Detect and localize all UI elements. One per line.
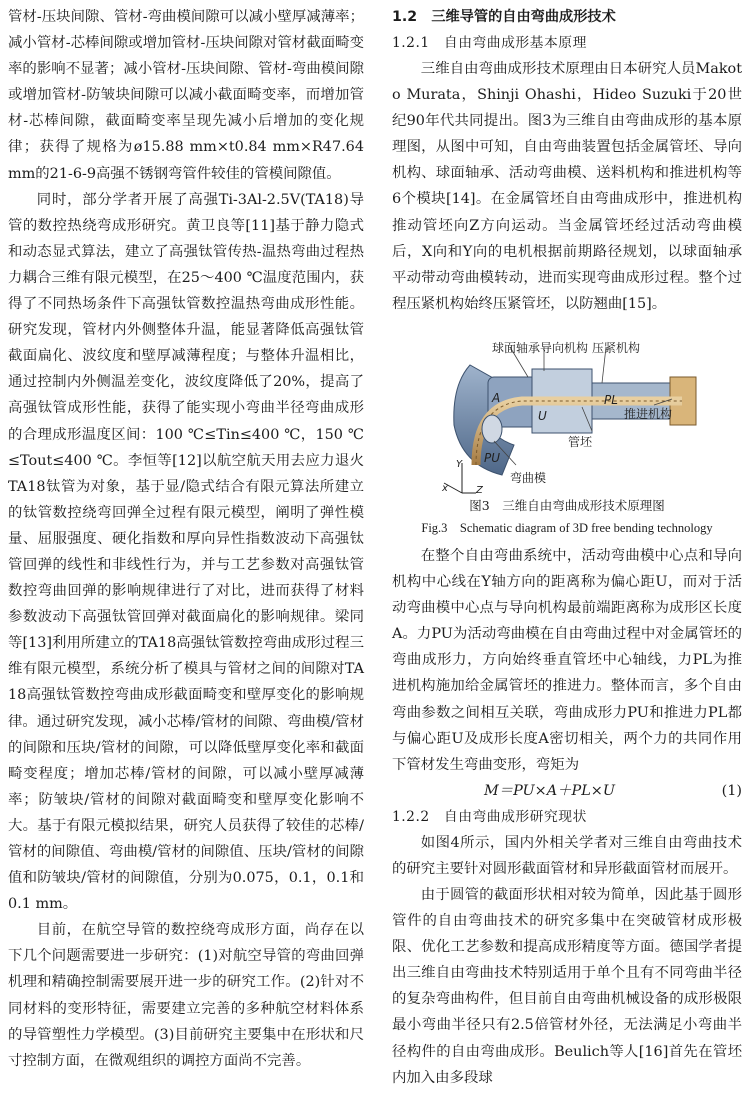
label-clamp-mechanism: 压紧机构 [592,340,641,355]
right-paragraph-4: 由于圆管的截面形状相对较为简单，因此基于圆形管件的自由弯曲技术的研究多集中在突破管材成形极限、优化工艺参数和提高成形精度等方面。德国学者提出三维自由弯曲技术特别适用于单个且有不同弯曲半径的复杂弯曲构件，但目前自由弯曲机械设备的成形极限最小弯曲半径只有2.5倍管材外径，无法满足小弯曲半径构件的自由弯曲成形。Beulich等人[16]首先在管坯内加入由多段球 [392,886,742,1086]
label-tube-blank: 管坯 [568,434,593,449]
label-A: A [492,390,501,405]
right-paragraph-3: 如图4所示，国内外相关学者对三维自由弯曲技术的研究主要针对圆形截面管材和异形截面管材而展开。 [392,834,742,877]
equation-1 [392,778,742,804]
label-axis-z: Z [476,484,483,496]
label-guide-mechanism: 导向机构 [540,340,589,355]
label-ball-bearing: 球面轴承 [492,340,541,355]
label-PU: PU [484,450,501,465]
left-column [8,4,364,1074]
subsection-heading-2: 1.2.2 自由弯曲成形研究现状 [392,808,587,825]
label-axis-x: x [442,482,448,494]
label-PL: PL [604,392,618,407]
subsection-heading-1: 1.2.1 自由弯曲成形基本原理 [392,35,587,51]
figure-3 [392,325,742,537]
left-paragraph-1: 管材-压块间隙、管材-弯曲模间隙可以减小壁厚减薄率；减小管材-芯棒间隙或增加管材-压块间隙对管材截面畸变率的影响不显著；减小管材-压块间隙、管材-弯曲模间隙或增加管材-防皱块间隙可以减小截面畸变率，而增加管材-芯棒间隙，截面畸变率呈现先减小后增加的变化规律；获得了规格为ø15.88 mm×t0.84 mm×R47.64 mm的21-6-9高强不锈钢弯管件较佳的管模间隙值。 [8,9,364,182]
label-U: U [538,408,547,423]
figure-caption-en: Fig.3 Schematic diagram of 3D free bending technology [421,520,713,535]
label-bending-die: 弯曲模 [510,470,547,485]
label-axis-y: Y [456,458,463,470]
left-paragraph-3: 目前，在航空导管的数控绕弯成形方面，尚存在以下几个问题需要进一步研究：(1)对航空导管的弯曲回弹机理和精确控制需要展开进一步的研究工作。(2)针对不同材料的变形特征，需要建立完善的多种航空材料体系的导管塑性力学模型。(3)目前研究主要集中在形状和尺寸控制方面，在微观组织的调控方面尚不完善。 [8,922,364,1069]
left-paragraph-2: 同时，部分学者开展了高强Ti-3Al-2.5V(TA18)导管的数控热绕弯成形研究。黄卫良等[11]基于静力隐式和动态显式算法，建立了高强钛管传热-温热弯曲过程热力耦合三维有限元模型，在25～400 ℃温度范围内，获得了不同热场条件下高强钛管数控温热弯曲成形性能。研究发现，管材内外侧整体升温，能显著降低高强钛管截面扁化、波纹度和壁厚减薄程度；与整体升温相比，通过控制内外侧温差变化，波纹度降低了20%，提高了高强钛管成形性能，获得了能实现小弯曲半径弯曲成形的合理成形温度区间：100 ℃≤Tin≤400 ℃，150 ℃≤Tout≤400 ℃。李恒等[12]以航空航天用去应力退火TA18钛管为对象，基于显/隐式结合有限元算法所建立的钛管数控绕弯回弹全过程有限元模型，阐明了弹性模量、屈服强度、硬化指数和厚向异性指数波动下高强钛管回弹的线性和非线性行为，并与工艺参数对高强钛管数控弯曲回弹的影响规律进行了对比，进而获得了材料参数波动下高强钛管回弹对截面扁化的影响规律。梁同等[13]利用所建立的TA18高强钛管数控弯曲成形过程三维有限元模型，系统分析了模具与管材之间的间隙对TA18高强钛管数控弯曲成形截面畸变和壁厚变化的影响规律。通过研究发现，减小芯棒/管材的间隙、弯曲模/管材的间隙和压块/管材的间隙，可以降低壁厚变化率和截面畸变程度；增加芯棒/管材的间隙，可以减小壁厚减薄率；防皱块/管材的间隙对截面畸变和壁厚变化影响不大。基于有限元模拟结果，研究人员获得了较佳的芯棒/管材的间隙值、弯曲模/管材的间隙值、压块/管材的间隙值和防皱块/管材的间隙值，分别为0.075，0.1，0.1和0.1 mm。 [8,191,364,913]
figure-caption-cn: 图3 三维自由弯曲成形技术原理图 [469,497,665,513]
label-push-mechanism: 推进机构 [624,406,673,421]
right-paragraph-2: 在整个自由弯曲系统中，活动弯曲模中心点和导向机构中心线在Y轴方向的距离称为偏心距U，而对于活动弯曲模中心点与导向机构最前端距离称为成形区长度A。力PU为活动弯曲模在自由弯曲过程中对金属管坯的弯曲成形力，方向始终垂直管坯中心轴线，力PL为推进机构施加给金属管坯的推进力。整体而言，多个自由弯曲参数之间相互关联，弯曲成形力PU和推进力PL都与偏心距U及成形长度A密切相关，两个力的共同作用下管材发生弯曲变形，弯矩为 [392,547,742,773]
equation-number: (1) [721,782,742,799]
right-paragraph-1: 三维自由弯曲成形技术原理由日本研究人员Makoto Murata，Shinji Ohashi，Hideo Suzuki于20世纪90年代共同提出。图3为三维自由弯曲成形的基本原理图，从图中可知，自由弯曲装置包括金属管坯、导向机构、球面轴承、活动弯曲模、送料机构和推进机构等6个模块[14]。在金属管坯自由弯曲成形中，推进机构推动管坯向Z方向运动。当金属管坯经过活动弯曲模后，X向和Y向的电机根据前期路径规划，以球面轴承平动带动弯曲模转动，进而实现弯曲成形过程。整个过程压紧机构始终压紧管坯，以防翘曲[15]。 [392,61,742,312]
equation-body: M＝PU×A＋PL×U [484,782,615,799]
section-heading: 1.2 三维导管的自由弯曲成形技术 [392,9,616,25]
right-column [392,4,742,1091]
